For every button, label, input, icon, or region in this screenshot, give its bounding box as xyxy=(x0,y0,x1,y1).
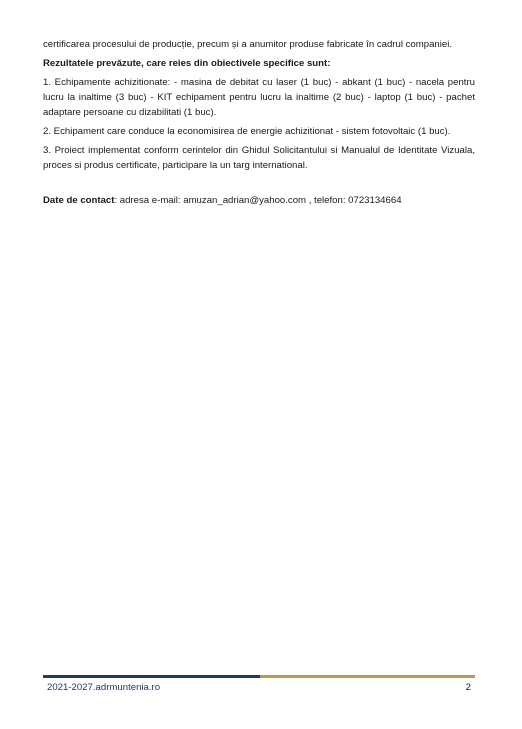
contact-paragraph xyxy=(43,193,475,208)
page-footer xyxy=(47,682,471,694)
footer-divider-gold xyxy=(260,675,475,678)
footer-website: 2021-2027.adrmuntenia.ro xyxy=(47,682,161,693)
contact-details: : adresa e-mail: amuzan_adrian@yahoo.com , telefon: 0723134664 xyxy=(114,195,402,206)
intro-paragraph: certificarea procesului de producție, precum și a anumitor produse fabricate în cadrul companiei. xyxy=(43,39,453,50)
footer-divider xyxy=(43,675,475,678)
footer-divider-dark xyxy=(43,675,260,678)
result-item-1: 1. Echipamente achizitionate: - masina de debitat cu laser (1 buc) - abkant (1 buc) - nacela pentru lucru la inaltime (3 buc) - KIT echipament pentru lucru la inaltime (2 buc) - laptop (1 buc) - pachet adaptare persoane cu dizabilitati (1 buc). xyxy=(43,77,475,118)
result-item-3: 3. Proiect implementat conform cerintelor din Ghidul Solicitantului si Manualul de Identitate Vizuala, proces si produs certificate, participare la un targ international. xyxy=(43,145,475,171)
result-item-2: 2. Echipament care conduce la economisirea de energie achizitionat - sistem fotovoltaic (1 buc). xyxy=(43,126,451,137)
results-heading: Rezultatele prevăzute, care reies din obiectivele specifice sunt: xyxy=(43,58,331,69)
contact-label: Date de contact xyxy=(43,195,115,206)
page-content xyxy=(43,37,475,212)
page-number: 2 xyxy=(465,682,471,693)
